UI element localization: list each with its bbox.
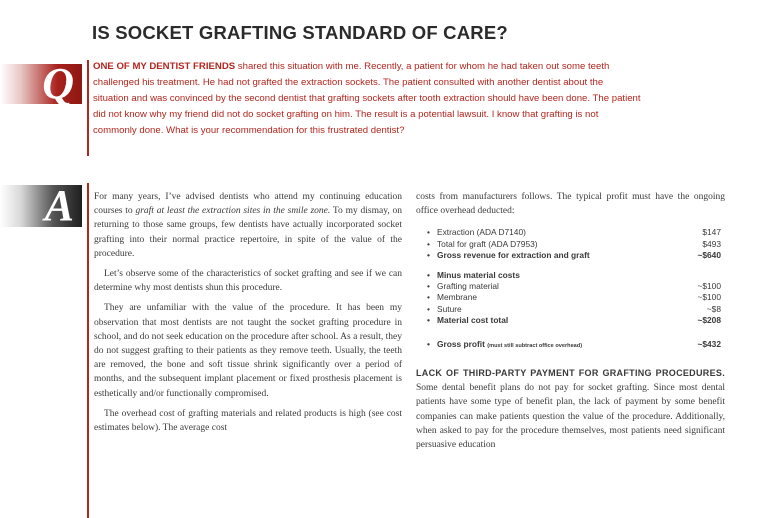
answer-paragraph-3: They are unfamiliar with the value of the procedure. It has been my observation that most dentists are not taught the socket grafting procedure in school, and do not seek education on the procedure after school. As a result, they do not suggest grafting to their patients as they remove teeth. Usually, the teeth are removed, the bone and soft tissue shrink significantly over a period of months, and the subsequent implant placement or fixed prosthesis placement is esthetically and/or functionally compromised. — [94, 303, 402, 399]
answer-paragraph-1 — [94, 190, 402, 261]
cost-amount: $147 — [702, 227, 721, 238]
answer-p1-text-b: To my dismay, on returning to those same groups, few dentists have actually incorporated socket grafting into their normal practice repertoire, in spite of the value of the procedure. — [94, 206, 402, 259]
article-title: IS SOCKET GRAFTING STANDARD OF CARE? — [92, 22, 508, 43]
list-item — [427, 227, 725, 238]
question-divider — [87, 60, 89, 156]
cost-label: • Grafting material — [437, 281, 499, 292]
cost-amount: ~$100 — [697, 281, 721, 292]
profit-amount: ~$432 — [697, 338, 721, 349]
cost-label: • Suture — [437, 303, 462, 314]
cost-amount: ~$100 — [697, 292, 721, 303]
profit-list — [416, 339, 725, 352]
answer-p1-emphasis: graft at least the extraction sites in the smile zone. — [135, 206, 331, 217]
cost-label: • Gross revenue for extraction and graft — [437, 250, 590, 261]
third-party-section — [416, 366, 725, 452]
answer-paragraph-2: Let’s observe some of the characteristics of socket grafting and see if we can determine why most dentists shun this procedure. — [94, 269, 402, 294]
list-item — [427, 270, 725, 281]
revenue-list — [416, 227, 725, 261]
list-item — [427, 339, 725, 352]
answer-column-left — [94, 190, 402, 441]
list-item — [427, 304, 725, 315]
cost-amount: ~$640 — [697, 250, 721, 261]
cost-amount: ~$8 — [706, 303, 721, 314]
profit-note: (must still subtract office overhead) — [487, 342, 583, 349]
answer-divider — [87, 183, 89, 518]
cost-label: • Material cost total — [437, 315, 509, 326]
profit-label: Gross profit — [437, 338, 485, 349]
section-text: Some dental benefit plans do not pay for socket grafting. Since most dental patients have some type of benefit plan, the lack of payment by some benefit companies can make patients question the value of the procedure. Additionally, when asked to pay for the procedure themselves, most patients need significant persuasive education — [416, 383, 725, 451]
material-cost-list — [416, 270, 725, 327]
answer-p1-text-a: For many years, I’ve advised dentists who attend my continuing education courses to — [94, 192, 402, 217]
answer-paragraph-4: The overhead cost of grafting materials and related products is high (see cost estimates below). The average cost — [94, 408, 402, 434]
answer-badge — [0, 181, 82, 230]
question-badge — [0, 59, 82, 108]
cost-label: • Extraction (ADA D7140) — [437, 227, 526, 238]
list-item — [427, 292, 725, 303]
question-letter-icon: Q — [42, 59, 74, 108]
list-item — [427, 315, 725, 326]
list-item — [427, 239, 725, 250]
cost-label: • Total for graft (ADA D7953) — [437, 238, 538, 249]
cost-amount: ~$208 — [697, 315, 721, 326]
question-text — [93, 59, 641, 139]
list-item — [427, 281, 725, 292]
answer-column-right — [416, 190, 725, 452]
cost-label: • Membrane — [437, 292, 478, 303]
cost-intro: costs from manufacturers follows. The typical profit must have the ongoing office overhead deducted: — [416, 192, 725, 217]
material-costs-heading: • Minus material costs — [437, 269, 520, 280]
cost-amount: $493 — [702, 238, 721, 249]
question-lead: ONE OF MY DENTIST FRIENDS — [93, 61, 236, 72]
section-heading: LACK OF THIRD-PARTY PAYMENT FOR GRAFTING PROCEDURES. — [416, 368, 725, 379]
question-body: shared this situation with me. Recently, a patient for whom he had taken out some teeth challenged his treatment. He had not grafted the extraction sockets. The patient consulted with another dentist about the situation and was convinced by the second dentist that grafting sockets after tooth extraction should have been done. The patient did not know why my friend did not do socket grafting on him. The result is a potential lawsuit. I know that grafting is not commonly done. What is your recommendation for this frustrated dentist? — [93, 61, 641, 136]
answer-letter-icon: A — [44, 181, 74, 230]
list-item — [427, 250, 725, 261]
